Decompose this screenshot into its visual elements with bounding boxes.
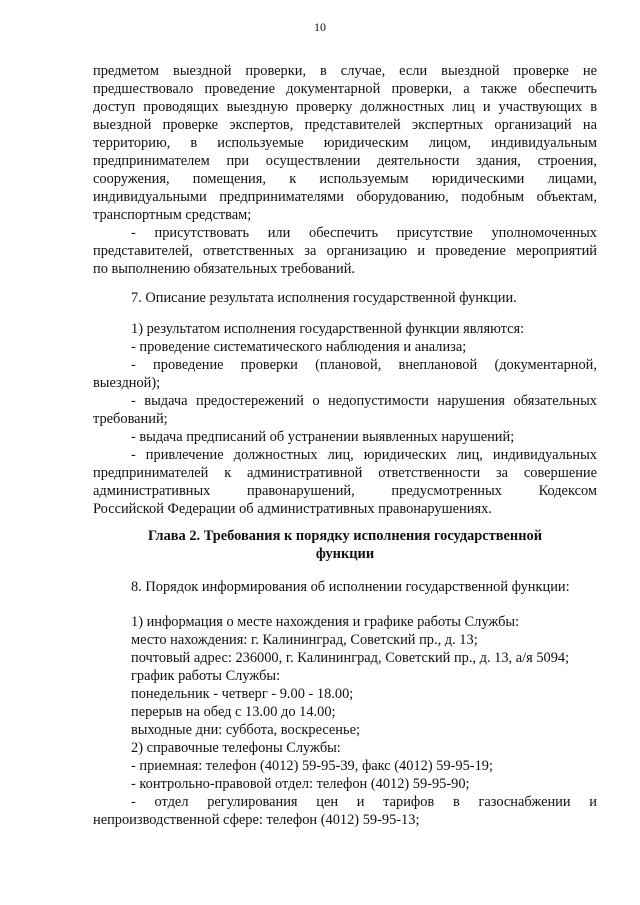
- text-line: - выдача предписаний об устранении выявленных нарушений;: [131, 429, 515, 445]
- text-line: выходные дни: суббота, воскресенье;: [131, 722, 360, 738]
- text-line: предпринимателем при осуществлении деятельности здания, строения,: [93, 153, 597, 169]
- text-line: понедельник - четверг - 9.00 - 18.00;: [131, 686, 354, 702]
- page-number: 10: [314, 20, 326, 34]
- text-line: 1) результатом исполнения государственной функции являются:: [131, 321, 525, 337]
- text-line: почтовый адрес: 236000, г. Калининград, Советский пр., д. 13, а/я 5094;: [131, 650, 570, 666]
- text-line: территорию, в используемые юридическим лицом, индивидуальным: [93, 135, 597, 151]
- text-line: - привлечение должностных лиц, юридических лиц, индивидуальных: [131, 447, 597, 463]
- text-line: перерыв на обед с 13.00 до 14.00;: [131, 704, 336, 720]
- text-line: - контрольно-правовой отдел: телефон (4012) 59-95-90;: [131, 776, 470, 792]
- text-line: предметом выездной проверки, в случае, если выездной проверке не: [93, 63, 597, 79]
- text-line: график работы Службы:: [131, 668, 281, 684]
- section-heading-7: 7. Описание результата исполнения государственной функции.: [131, 290, 517, 306]
- text-line: - отдел регулирования цен и тарифов в газоснабжении и: [131, 794, 597, 810]
- text-line: - присутствовать или обеспечить присутствие уполномоченных: [131, 225, 597, 241]
- text-line: - выдача предостережений о недопустимости нарушения обязательных: [131, 393, 597, 409]
- text-line: - проведение проверки (плановой, внеплановой (документарной,: [131, 357, 597, 373]
- section-heading-8: 8. Порядок информирования об исполнении государственной функции:: [131, 579, 570, 595]
- text-line: непроизводственной сфере: телефон (4012) 59-95-13;: [93, 812, 420, 828]
- text-line: выездной проверке экспертов, представителей экспертных организаций на: [93, 117, 597, 133]
- text-line: 2) справочные телефоны Службы:: [131, 740, 341, 756]
- text-line: сооружения, помещения, к используемым юридическими лицами,: [93, 171, 597, 187]
- text-line: доступ проводящих выездную проверку должностных лиц и участвующих в: [93, 99, 597, 115]
- text-line: - проведение систематического наблюдения и анализа;: [131, 339, 467, 355]
- text-line: административных правонарушений, предусмотренных Кодексом: [93, 483, 597, 499]
- text-line: транспортным средствам;: [93, 207, 252, 223]
- text-line: выездной);: [93, 375, 161, 391]
- text-line: требований;: [93, 411, 168, 427]
- text-line: предпринимателей к административной ответственности за совершение: [93, 465, 597, 481]
- text-line: индивидуальными предпринимателями оборудованию, подобным объектам,: [93, 189, 597, 205]
- text-line: место нахождения: г. Калининград, Советский пр., д. 13;: [131, 632, 478, 648]
- text-line: представителей, ответственных за организацию и проведение мероприятий: [93, 243, 597, 259]
- chapter-title: Глава 2. Требования к порядку исполнения государственной: [147, 528, 542, 544]
- text-line: по выполнению обязательных требований.: [93, 261, 356, 277]
- text-line: - приемная: телефон (4012) 59-95-39, факс (4012) 59-95-19;: [131, 758, 493, 774]
- text-line: Российской Федерации об административных правонарушениях.: [93, 501, 492, 517]
- chapter-title-continued: функции: [315, 546, 375, 562]
- text-line: предшествовало проведение документарной проверки, а также обеспечить: [93, 81, 597, 97]
- text-line: 1) информация о месте нахождения и графике работы Службы:: [131, 614, 520, 630]
